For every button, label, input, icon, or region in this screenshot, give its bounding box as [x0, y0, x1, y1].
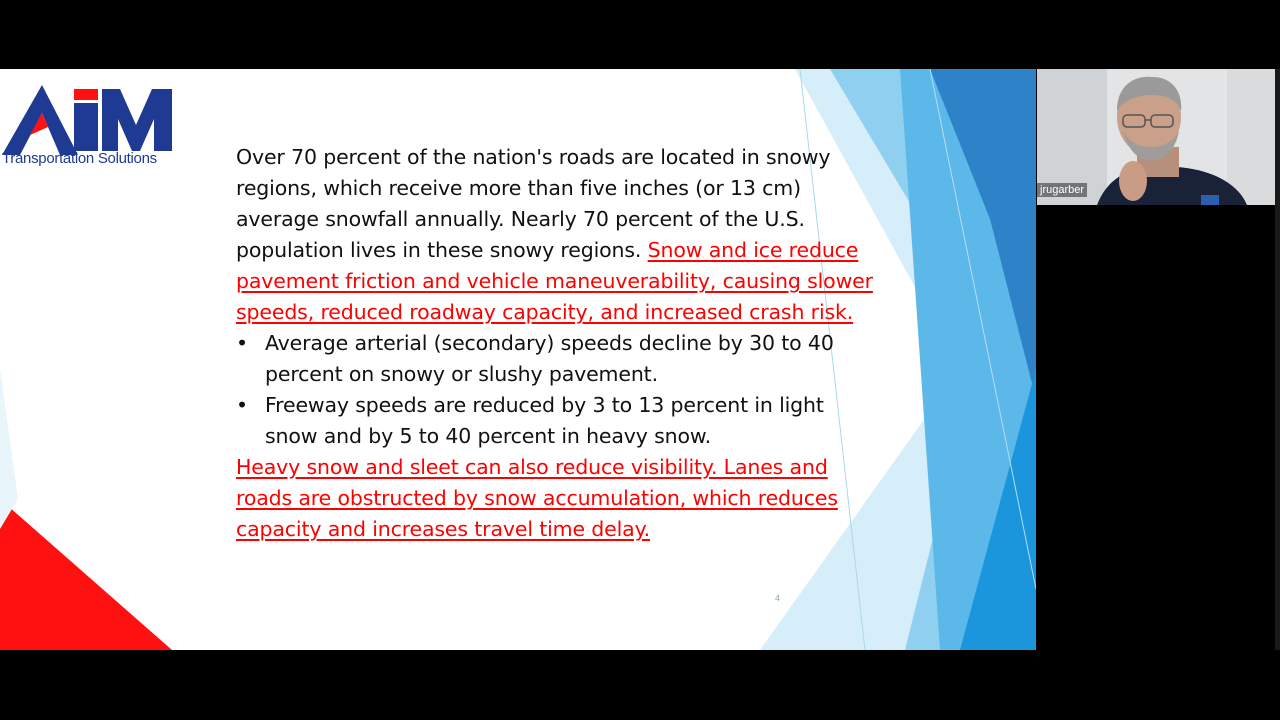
list-item [236, 390, 876, 452]
bullet-text: Freeway speeds are reduced by 3 to 13 percent in light snow and by 5 to 40 percent in heavy snow. [265, 393, 824, 448]
paragraph-highlight-text: Heavy snow and sleet can also reduce visibility. Lanes and roads are obstructed by snow accumulation, which reduces capacity and increases travel time delay. [236, 455, 838, 541]
paragraph-visibility [236, 452, 876, 545]
paragraph-plain-text: Over 70 percent of the nation's roads are located in snowy regions, which receive more than five inches (or 13 cm) average snowfall annually. Nearly 70 percent of the U.S. population lives in these snowy regions. [236, 145, 831, 262]
slide-body [236, 142, 876, 545]
bullet-list [236, 328, 876, 452]
panel-divider [1275, 69, 1280, 650]
paragraph-snowy-regions [236, 142, 876, 328]
participant-name-label: jrugarber [1037, 183, 1087, 197]
bullet-icon: • [236, 331, 248, 355]
list-item [236, 328, 876, 390]
bullet-text: Average arterial (secondary) speeds decline by 30 to 40 percent on snowy or slushy pavement. [265, 331, 834, 386]
bullet-icon: • [236, 393, 248, 417]
paragraph-highlight-text: Snow and ice reduce pavement friction and vehicle maneuverability, causing slower speeds, reduced roadway capacity, and increased crash risk. [236, 238, 873, 324]
logo-tagline: Transportation Solutions [2, 150, 157, 167]
presentation-slide [0, 69, 1036, 650]
slide-page-number: 4 [775, 593, 781, 603]
